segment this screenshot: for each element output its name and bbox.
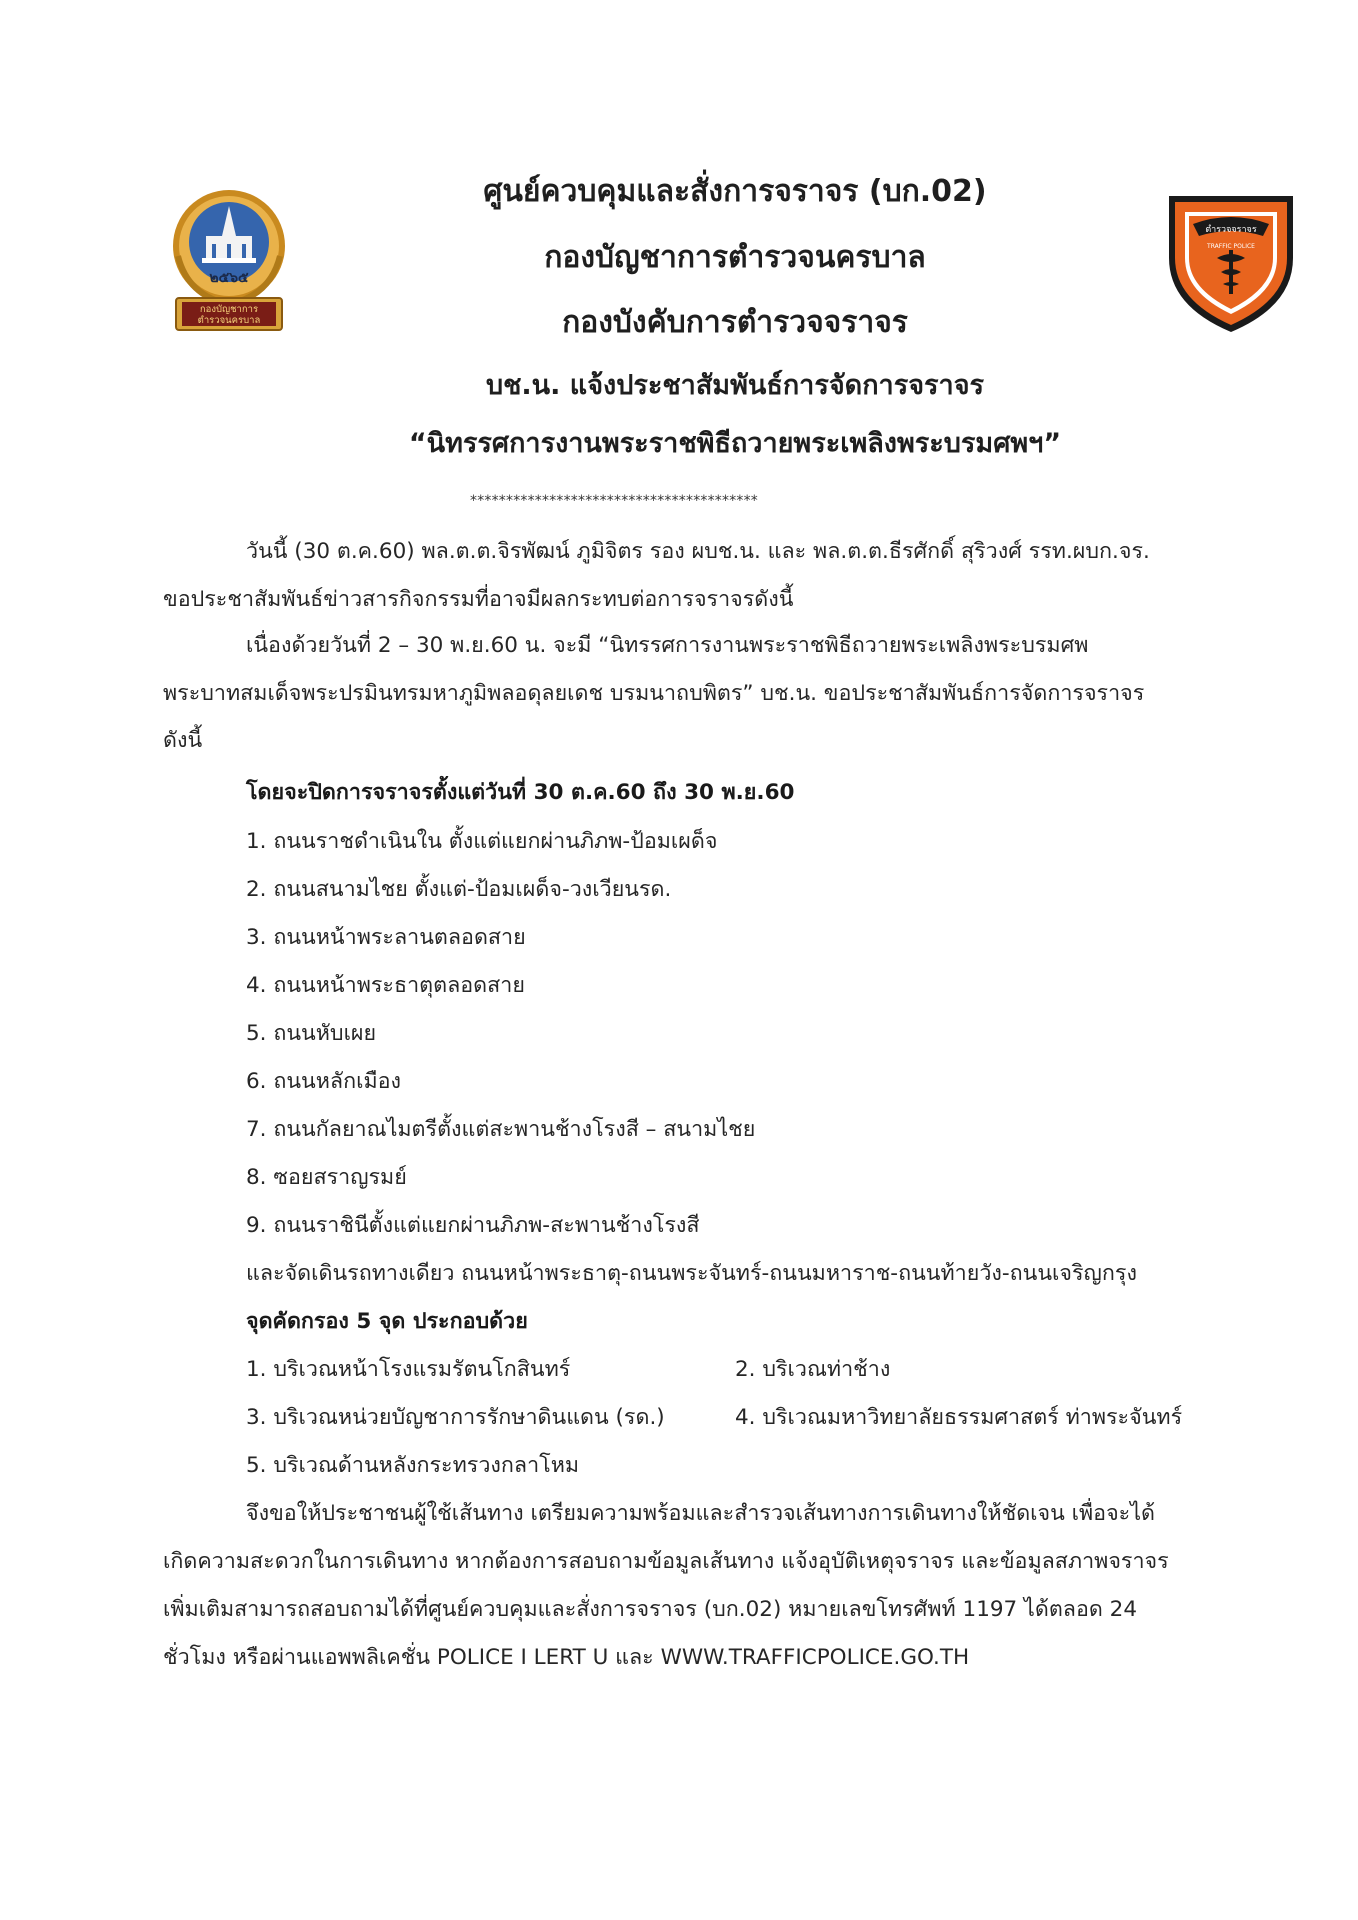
checkpoint-item: 2. บริเวณท่าช้าง bbox=[735, 1357, 891, 1382]
header-event-title: “นิทรรศการงานพระราชพิธีถวายพระเพลิงพระบรมศพฯ” bbox=[408, 428, 1062, 459]
intro-line-2: ขอประชาสัมพันธ์ข่าวสารกิจกรรมที่อาจมีผลกระทบต่อการจราจรดังนี้ bbox=[163, 587, 794, 612]
paragraph-line-1: เนื่องด้วยวันที่ 2 – 30 พ.ย.60 น. จะมี “นิทรรศการงานพระราชพิธีถวายพระเพลิงพระบรมศพ bbox=[246, 633, 1089, 658]
shield-top-text: ตำรวจจราจร bbox=[1205, 225, 1257, 235]
closure-item: 3. ถนนหน้าพระลานตลอดสาย bbox=[246, 925, 526, 950]
closure-heading: โดยจะปิดการจราจรตั้งแต่วันที่ 30 ต.ค.60 ถึง 30 พ.ย.60 bbox=[246, 780, 795, 805]
header-announcement-title: บช.น. แจ้งประชาสัมพันธ์การจัดการจราจร bbox=[485, 370, 985, 401]
closing-line-4: ชั่วโมง หรือผ่านแอพพลิเคชั่น POLICE I LERT U และ WWW.TRAFFICPOLICE.GO.TH bbox=[163, 1645, 970, 1670]
checkpoint-heading: จุดคัดกรอง 5 จุด ประกอบด้วย bbox=[246, 1309, 528, 1334]
closure-item: 8. ซอยสราญรมย์ bbox=[246, 1165, 407, 1190]
paragraph-line-2: พระบาทสมเด็จพระปรมินทรมหาภูมิพลอดุลยเดช บรมนาถบพิตร” บช.น. ขอประชาสัมพันธ์การจัดการจราจร bbox=[163, 681, 1145, 706]
emblem-caption-line1: กองบัญชาการ bbox=[199, 304, 259, 315]
traffic-police-shield-icon bbox=[1163, 188, 1299, 336]
closure-item: 9. ถนนราชินีตั้งแต่แยกผ่านภิภพ-สะพานช้างโรงสี bbox=[246, 1213, 700, 1238]
paragraph-line-3: ดังนี้ bbox=[163, 728, 203, 753]
closing-line-1: จึงขอให้ประชาชนผู้ใช้เส้นทาง เตรียมความพร้อมและสำรวจเส้นทางการเดินทางให้ชัดเจน เพื่อจะได้ bbox=[246, 1501, 1155, 1526]
metropolitan-police-emblem bbox=[168, 186, 290, 334]
emblem-caption-line2: ตำรวจนครบาล bbox=[197, 315, 261, 326]
header-center-name: ศูนย์ควบคุมและสั่งการจราจร (บก.02) bbox=[483, 174, 987, 209]
shield-sub-text: TRAFFIC POLICE bbox=[1207, 243, 1255, 250]
document-header bbox=[330, 172, 1140, 461]
closure-item: 5. ถนนหับเผย bbox=[246, 1021, 377, 1046]
emblem-year-text: ๒๕๖๕ bbox=[209, 270, 249, 286]
closing-line-2: เกิดความสะดวกในการเดินทาง หากต้องการสอบถามข้อมูลเส้นทาง แจ้งอุบัติเหตุจราจร และข้อมูลสภาพจราจร bbox=[163, 1549, 1169, 1574]
closure-item: 6. ถนนหลักเมือง bbox=[246, 1069, 402, 1094]
checkpoint-item: 3. บริเวณหน่วยบัญชาการรักษาดินแดน (รด.) bbox=[246, 1405, 665, 1430]
header-division-name: กองบังคับการตำรวจจราจร bbox=[562, 305, 908, 340]
closure-item: 1. ถนนราชดำเนินใน ตั้งแต่แยกผ่านภิภพ-ป้อมเผด็จ bbox=[246, 829, 718, 854]
checkpoint-item: 1. บริเวณหน้าโรงแรมรัตนโกสินทร์ bbox=[246, 1357, 571, 1382]
closure-item: 2. ถนนสนามไชย ตั้งแต่-ป้อมเผด็จ-วงเวียนรด. bbox=[246, 877, 672, 902]
one-way-notice: และจัดเดินรถทางเดียว ถนนหน้าพระธาตุ-ถนนพระจันทร์-ถนนมหาราช-ถนนท้ายวัง-ถนนเจริญกรุง bbox=[246, 1261, 1137, 1286]
header-divider: **************************************** bbox=[470, 493, 758, 509]
intro-line-1: วันนี้ (30 ต.ค.60) พล.ต.ต.จิรพัฒน์ ภูมิจิตร รอง ผบช.น. และ พล.ต.ต.ธีรศักดิ์ สุริวงศ์ รรท.ผบก.จร. bbox=[246, 539, 1150, 564]
closure-item: 4. ถนนหน้าพระธาตุตลอดสาย bbox=[246, 973, 525, 998]
checkpoint-item: 5. บริเวณด้านหลังกระทรวงกลาโหม bbox=[246, 1453, 580, 1478]
closure-item: 7. ถนนกัลยาณไมตรีตั้งแต่สะพานช้างโรงสี – สนามไชย bbox=[246, 1117, 756, 1142]
checkpoint-item: 4. บริเวณมหาวิทยาลัยธรรมศาสตร์ ท่าพระจันทร์ bbox=[735, 1405, 1183, 1430]
header-bureau-name: กองบัญชาการตำรวจนครบาล bbox=[544, 240, 926, 275]
closing-line-3: เพิ่มเติมสามารถสอบถามได้ที่ศูนย์ควบคุมและสั่งการจราจร (บก.02) หมายเลขโทรศัพท์ 1197 ได้ตลอด 24 bbox=[163, 1597, 1138, 1622]
